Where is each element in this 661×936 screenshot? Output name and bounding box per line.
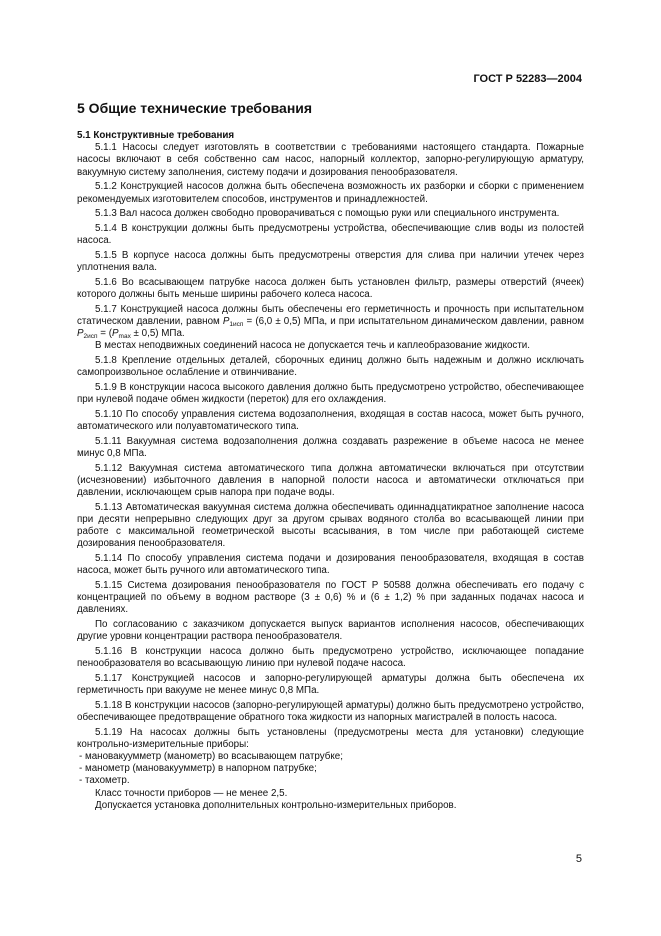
clause-5-1-9: 5.1.9 В конструкции насоса высокого давления должно быть предусмотрено устройство, обеспечивающее при нулевой подаче обмен жидкости (переток) для его охлаждения.	[77, 381, 584, 406]
document-code: ГОСТ Р 52283—2004	[473, 73, 582, 85]
clause-5-1-6: 5.1.6 Во всасывающем патрубке насоса должен быть установлен фильтр, размеры отверстий (ячеек) которого должны быть меньше ширины рабочего колеса насоса.	[77, 276, 584, 300]
clause-5-1-7-note: В местах неподвижных соединений насоса не допускается течь и каплеобразование жидкости.	[95, 340, 530, 352]
list-item: - мановакуумметр (манометр) во всасывающем патрубке;	[79, 751, 343, 763]
list-item: - манометр (мановакуумметр) в напорном патрубке;	[79, 763, 317, 775]
clause-5-1-13: 5.1.13 Автоматическая вакуумная система должна обеспечивать одиннадцатикратное заполнение насоса при десяти непрерывно следующих друг за другом срывах водяного столба во всасывающей линии при работе с максимальной геометрической высоты всасывания, в том числе при работающей системе дозирования пенообразователя.	[77, 501, 584, 550]
clause-5-1-17: 5.1.17 Конструкцией насосов и запорно-регулирующей арматуры должна быть обеспечена их герметичность при вакууме не менее минус 0,8 МПа.	[77, 672, 584, 697]
clause-5-1-11: 5.1.11 Вакуумная система водозаполнения должна создавать разрежение в объеме насоса не менее минус 0,8 МПа.	[77, 435, 584, 459]
clause-5-1-3: 5.1.3 Вал насоса должен свободно проворачиваться с помощью руки или специального инструмента.	[95, 208, 560, 220]
clause-5-1-15: 5.1.15 Система дозирования пенообразователя по ГОСТ Р 50588 должна обеспечивать его подачу с концентрацией по объему в водном растворе (3 ± 0,6) % и (6 ± 1,2) % при заданных подачах насоса и давлениях.	[77, 579, 584, 616]
document-body	[77, 130, 584, 812]
page-number: 5	[575, 853, 582, 865]
list-item: - тахометр.	[79, 775, 130, 787]
clause-5-1-10: 5.1.10 По способу управления система водозаполнения, входящая в состав насоса, может быть ручного, автоматического или полуавтоматического типа.	[77, 408, 584, 432]
subsection-title: 5.1 Конструктивные требования	[77, 130, 235, 141]
clause-5-1-12: 5.1.12 Вакуумная система автоматического типа должна автоматически включаться при отсутствии (исчезновении) избыточного давления в напорной полости насоса и автоматически отключаться при давлении, исключающем срыв напора при подаче воды.	[77, 462, 584, 498]
clause-5-1-1: 5.1.1 Насосы следует изготовлять в соответствии с требованиями настоящего стандарта. Пожарные насосы включают в себя собственно сам насос, напорный коллектор, запорно-регулирующую арматуру, вакуумную систему заполнения, систему подачи и дозирования пенообразователя.	[77, 142, 584, 178]
clause-5-1-5: 5.1.5 В корпусе насоса должны быть предусмотрены отверстия для слива при наличии утечек через уплотнения вала.	[77, 249, 584, 274]
clause-5-1-2: 5.1.2 Конструкцией насосов должна быть обеспечена возможность их разборки и сборки с применением рекомендуемых изготовителем способов, инструментов и принадлежностей.	[77, 181, 584, 205]
clause-5-1-14: 5.1.14 По способу управления система подачи и дозирования пенообразователя, входящая в состав насоса, может быть ручного или автоматического типа.	[77, 553, 584, 577]
clause-5-1-8: 5.1.8 Крепление отдельных деталей, сборочных единиц должно быть надежным и должно исключать самопроизвольное ослабление и отвинчивание.	[77, 354, 584, 379]
clause-5-1-7: 5.1.7 Конструкцией насоса должны быть обеспечены его герметичность и прочность при испытательном статическом давлении, равном $P_{1исп} = (6,0 \pm 0,5)$ МПа, и при испытательном динамическом давлении, равном $P_{2исп} = (P_{max} \pm 0,5)$ МПа.	[77, 303, 584, 341]
clause-5-1-4: 5.1.4 В конструкции должны быть предусмотрены устройства, обеспечивающие слив воды из полостей насоса.	[77, 222, 584, 247]
additional-instruments-note: Допускается установка дополнительных контрольно-измерительных приборов.	[95, 799, 457, 811]
clause-5-1-19: 5.1.19 На насосах должны быть установлены (предусмотрены места для установки) следующие контрольно-измерительные приборы:	[77, 726, 584, 750]
section-title: 5 Общие технические требования	[77, 100, 313, 116]
clause-5-1-18: 5.1.18 В конструкции насосов (запорно-регулирующей арматуры) должно быть предусмотрено устройство, обеспечивающее предотвращение обратного тока жидкости из напорных магистралей в полость насоса.	[77, 699, 584, 723]
clause-5-1-15-note: По согласованию с заказчиком допускается выпуск вариантов исполнения насосов, обеспечивающих другие уровни концентрации раствора пенообразователя.	[77, 619, 584, 643]
clause-5-1-16: 5.1.16 В конструкции насоса должно быть предусмотрено устройство, исключающее попадание пенообразователя во всасывающую линию при нулевой подаче насоса.	[77, 645, 584, 670]
accuracy-class-note: Класс точности приборов — не менее 2,5.	[95, 787, 288, 799]
